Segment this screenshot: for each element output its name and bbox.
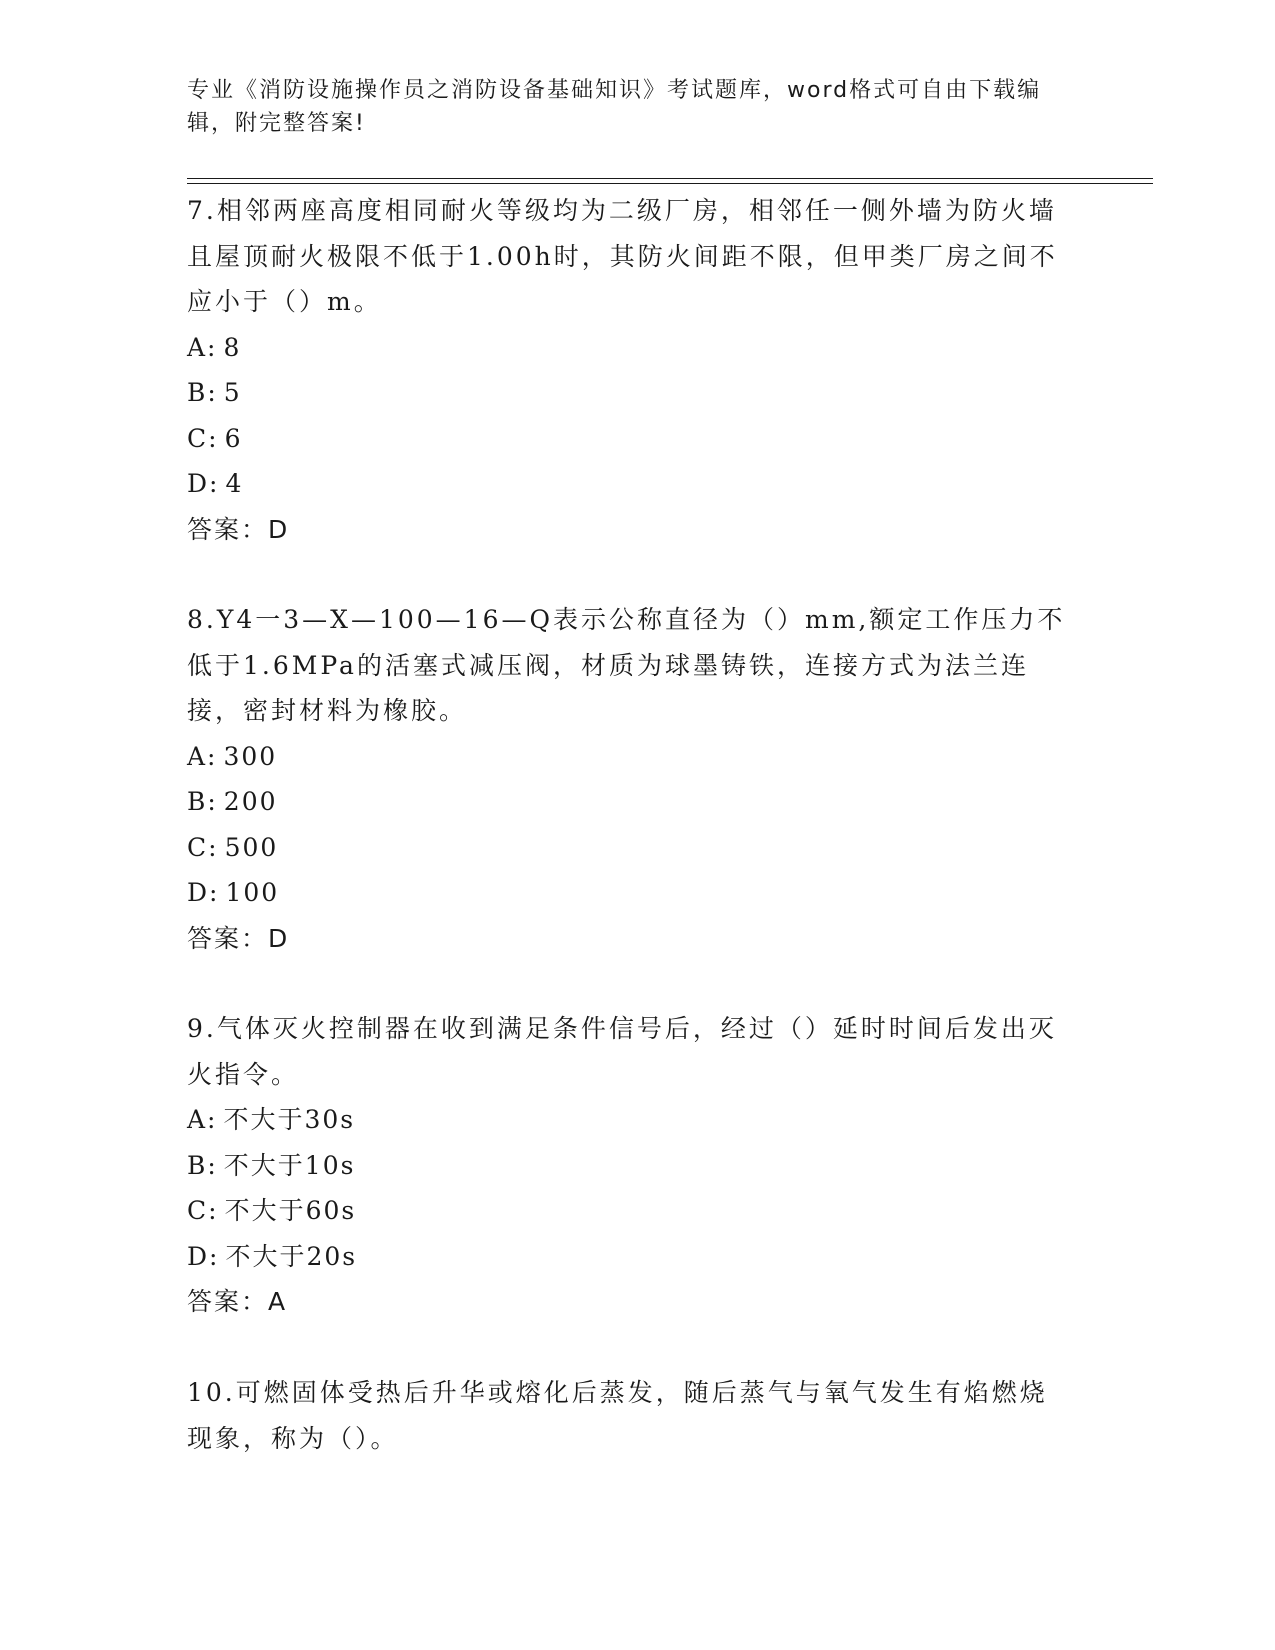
option-key: C: [187,832,219,862]
option-a [187,734,1067,780]
option-key: C: [187,1196,219,1225]
option-d [187,1234,1067,1280]
option-key: B: [187,1150,218,1180]
option-b [187,370,1067,416]
question-9 [187,1006,1067,1325]
option-value: 5 [223,378,242,407]
option-key: B: [187,787,218,816]
option-value: 4 [225,469,244,498]
question-text: 8.Y4一3—X—100—16—Q表示公称直径为（）mm,额定工作压力不低于1.6MPa的活塞式减压阀，材质为球墨铸铁，连接方式为法兰连接，密封材料为橡胶。 [187,605,1066,725]
option-c [187,1188,1067,1234]
question-text: 10.可燃固体受热后升华或熔化后蒸发，随后蒸气与氧气发生有焰燃烧现象，称为（）。 [187,1378,1048,1453]
option-key: A: [187,332,218,362]
answer-line: 答案：D [187,514,290,544]
option-key: A: [187,741,218,771]
option-value: 不大于60s [224,1196,357,1225]
option-value: 100 [225,878,280,907]
option-d [187,870,1067,916]
question-7 [187,188,1067,552]
option-value: 500 [224,832,279,862]
option-a [187,325,1067,371]
option-value: 不大于20s [225,1241,358,1271]
answer-line: 答案：A [187,1287,288,1316]
question-text: 9.气体灭火控制器在收到满足条件信号后，经过（）延时时间后发出灭火指令。 [187,1014,1057,1089]
option-value: 不大于10s [223,1150,356,1180]
option-b [187,779,1067,825]
option-value: 200 [223,787,278,816]
document-header: 专业《消防设施操作员之消防设备基础知识》考试题库，word格式可自由下载编辑，附完整答案! [187,78,1042,136]
question-8 [187,597,1067,961]
question-text: 7.相邻两座高度相同耐火等级均为二级厂房，相邻任一侧外墙为防火墙且屋顶耐火极限不低于1.00h时，其防火间距不限，但甲类厂房之间不应小于（）m。 [187,196,1058,316]
option-key: D: [187,878,220,907]
option-key: D: [187,469,220,498]
header-divider-bottom [187,183,1153,184]
option-key: D: [187,1241,220,1271]
option-a [187,1097,1067,1143]
option-c [187,416,1067,462]
question-10 [187,1370,1067,1461]
option-c [187,825,1067,871]
option-key: C: [187,423,219,453]
header-divider-top [187,178,1153,179]
option-b [187,1143,1067,1189]
option-value: 300 [223,741,278,771]
option-key: A: [187,1105,218,1134]
option-d [187,461,1067,507]
answer-line: 答案：D [187,923,290,953]
option-value: 6 [224,423,243,453]
option-key: B: [187,378,218,407]
option-value: 不大于30s [223,1105,356,1134]
option-value: 8 [223,332,242,362]
